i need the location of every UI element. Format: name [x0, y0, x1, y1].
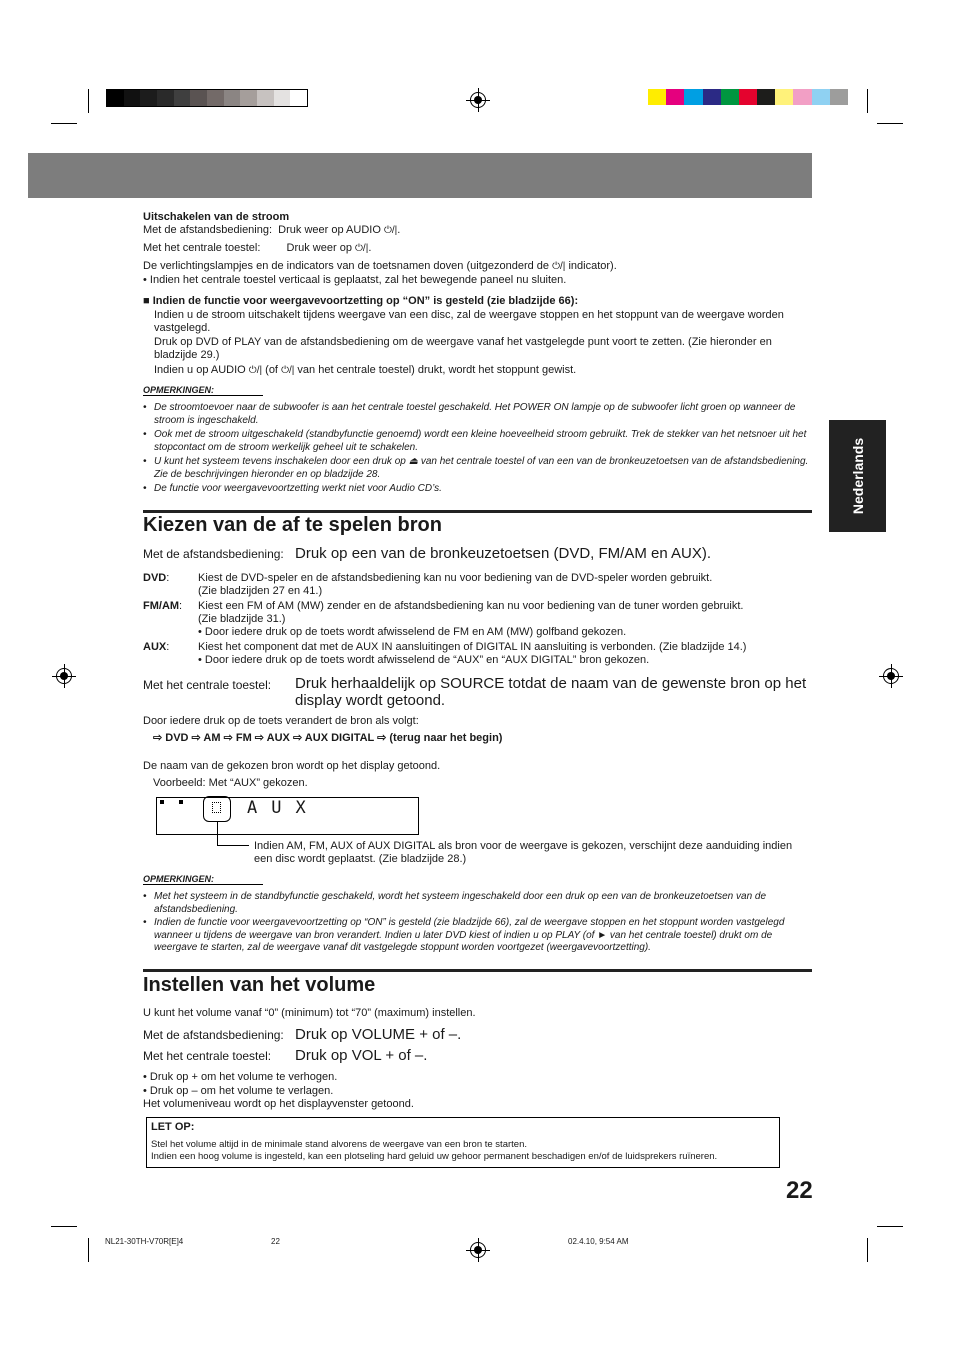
source-items: [143, 572, 813, 667]
source-item-dvd: [143, 572, 813, 600]
lamps-text-a: De verlichtingslampjes en de indicators van de toetsnamen doven (uitgezonderd de: [143, 260, 550, 272]
item-sep: :: [179, 600, 183, 612]
calibration-swatch: [224, 90, 241, 106]
resume-paragraph-1: Indien u de stroom uitschakelt tijdens weergave van een disc, zal de weergave stoppen en het stoppunt van de weergave worden vastgelegd.: [154, 309, 784, 334]
source-unit-label: Met het centrale toestel:: [143, 678, 272, 692]
cycle-sequence: ⇨ DVD ⇨ AM ⇨ FM ⇨ AUX ⇨ AUX DIGITAL ⇨ (terug naar het begin): [153, 732, 503, 744]
volume-display-note: Het volumeniveau wordt op het displayvenster getoond.: [143, 1098, 414, 1110]
calibration-swatch: [775, 89, 793, 105]
item-text: Kiest een FM of AM (MW) zender en de afstandsbediening kan nu voor bediening van de tuner worden gebruikt.: [198, 600, 744, 612]
calibration-swatch: [274, 90, 291, 106]
calibration-swatch: [757, 89, 775, 105]
item-text: Kiest de DVD-speler en de afstandsbediening kan nu voor bediening van de DVD-speler worden gebruikt.: [198, 572, 713, 584]
power-icon: ⏻/|: [552, 261, 566, 272]
note-text: Indien de functie voor weergavevoortzetting op “ON” is gesteld (zie bladzijde 66), zal de weergave stoppen en het stoppunt worden vastgelegd wanneer u tijdens de weergave van bron verandert. Indien u later DVD kiest of indien u op PLAY (of ► van het centrale toestel) drukt om de weergave te starten, zal de weergave vanaf dit vastgelegde stoppunt worden voortgezet (weergavevoortzetting).: [154, 917, 785, 953]
source-item-fmam: [143, 600, 813, 641]
power-unit-row: Met het centrale toestel: Druk weer op ⏻/|.: [143, 242, 372, 254]
calibration-swatch: [124, 90, 141, 106]
power-notes-heading: OPMERKINGEN:: [143, 385, 263, 396]
note-text: U kunt het systeem tevens inschakelen door een druk op ⏏ van het centrale toestel of van een van de bronkeuzetoetsen van de afstandsbediening. Zie de beschrijvingen hieronder en op bladzijde 28.: [154, 456, 809, 480]
volume-remote-label: Met de afstandsbediening:: [143, 1028, 284, 1042]
volume-bullet-down: • Druk op – om het volume te verlagen.: [143, 1085, 334, 1097]
item-bullet: • Door iedere druk op de toets wordt afwisselend de FM en AM (MW) golfband gekozen.: [198, 626, 627, 638]
note-item: • De stroomtoevoer naar de subwoofer is aan het centrale toestel geschakeld. Het POWER ON lampje op de subwoofer licht groen op wanneer de stroom is ingeschakeld.: [143, 402, 815, 427]
calibration-swatch: [140, 90, 157, 106]
calibration-swatch: [648, 89, 666, 105]
volume-remote-action: Druk op VOLUME + of –.: [295, 1026, 462, 1043]
color-calibration-bar: [648, 89, 848, 105]
footer-page: 22: [271, 1237, 280, 1246]
resume-p3-c: van het centrale toestel) drukt, wordt het stoppunt gewist.: [297, 364, 577, 376]
registration-mark-right: [883, 668, 899, 684]
volume-bullet-up: • Druk op + om het volume te verhogen.: [143, 1071, 338, 1083]
power-icon: ⏻/|: [355, 243, 369, 254]
calibration-swatch: [721, 89, 739, 105]
volume-intro: U kunt het volume vanaf “0” (minimum) tot “70” (maximum) instellen.: [143, 1007, 476, 1019]
item-key: FM/AM: [143, 600, 180, 612]
source-remote-label: Met de afstandsbediening:: [143, 547, 284, 561]
calibration-swatch: [207, 90, 224, 106]
power-remote-row: Met de afstandsbediening: Druk weer op AUDIO ⏻/|.: [143, 224, 401, 236]
display-illustration: [156, 797, 419, 835]
item-text: Kiest het component dat met de AUX IN aansluitingen of DIGITAL IN aansluiting is verbonden. (Zie bladzijde 14.): [198, 641, 747, 653]
item-key: DVD: [143, 572, 167, 584]
source-remote-row: [143, 545, 711, 562]
note-text: Ook met de stroom uitgeschakeld (standbyfunctie genoemd) wordt een kleine hoeveelheid stroom gebruikt. Trek de stekker van het netsnoer uit het stopcontact om de stroom werkelijk geheel uit te schakelen.: [154, 429, 807, 453]
footer-timestamp: 02.4.10, 9:54 AM: [568, 1237, 629, 1246]
resume-paragraph-2: Druk op DVD of PLAY van de afstandsbediening om de weergave vanaf het vastgelegde punt voort te zetten. (Zie hieronder en bladzijde 29.): [154, 336, 772, 361]
section-rule: [143, 969, 812, 972]
resume-heading: ■ Indien de functie voor weergavevoortzetting op “ON” is gesteld (zie bladzijde 66):: [143, 295, 579, 307]
calibration-swatch: [830, 89, 848, 105]
note-text: De stroomtoevoer naar de subwoofer is aan het centrale toestel geschakeld. Het POWER ON lampje op de subwoofer licht groen op wanneer de stroom is ingeschakeld.: [154, 402, 796, 426]
calibration-swatch: [290, 90, 307, 106]
item-sub: (Zie bladzijde 31.): [198, 613, 286, 625]
calibration-swatch: [739, 89, 757, 105]
display-char: U: [271, 798, 282, 818]
power-icon: ⏻/|: [281, 365, 295, 376]
item-sep: :: [166, 641, 170, 653]
item-bullet: • Door iedere druk op de toets wordt afwisselend de “AUX” en “AUX DIGITAL” bron gekozen.: [198, 654, 650, 666]
power-remote-label: Met de afstandsbediening:: [143, 224, 273, 236]
power-unit-label: Met het centrale toestel:: [143, 242, 261, 254]
lamps-text-b: indicator).: [568, 260, 617, 272]
calibration-swatch: [703, 89, 721, 105]
source-notes-heading: OPMERKINGEN:: [143, 874, 263, 885]
power-icon: ⏻/|: [383, 225, 398, 236]
caution-box: [146, 1117, 780, 1168]
calibration-swatch: [190, 90, 207, 106]
source-unit-action: Druk herhaaldelijk op SOURCE totdat de naam van de gewenste bron op het display wordt getoond.: [295, 675, 807, 709]
lamps-text: [143, 260, 617, 273]
calibration-swatch: [107, 90, 124, 106]
registration-mark-left: [56, 668, 72, 684]
calibration-swatch: [240, 90, 257, 106]
example-text: Voorbeeld: Met “AUX” gekozen.: [153, 777, 308, 789]
power-title: Uitschakelen van de stroom: [143, 211, 290, 223]
language-tab-label: Nederlands: [849, 437, 866, 515]
source-title: Kiezen van de af te spelen bron: [143, 514, 442, 536]
section-rule: [143, 510, 812, 513]
note-item: • Indien de functie voor weergavevoortzetting op “ON” is gesteld (zie bladzijde 66), zal de weergave stoppen en het stoppunt worden vastgelegd wanneer u tijdens de weergave van bron verandert. Indien u later DVD kiest of indien u op PLAY (of ► van het centrale toestel) drukt om de weergave te starten, zal de weergave vanaf dit vastgelegde stoppunt worden voortgezet (weergavevoortzetting).: [143, 917, 815, 955]
calibration-swatch: [812, 89, 830, 105]
power-icon: ⏻/|: [248, 365, 263, 376]
resume-p3-a: Indien u op AUDIO: [154, 364, 246, 376]
language-tab: [829, 420, 886, 532]
item-sub: (Zie bladzijden 27 en 41.): [198, 585, 323, 597]
item-sep: :: [166, 572, 170, 584]
calibration-swatch: [793, 89, 811, 105]
volume-unit-label: Met het centrale toestel:: [143, 1049, 272, 1063]
cycle-intro: Door iedere druk op de toets verandert de bron als volgt:: [143, 715, 419, 727]
caution-line: Stel het volume altijd in de minimale stand alvorens de weergave van een bron te starten.: [151, 1139, 527, 1150]
callout-line: [217, 821, 218, 845]
power-unit-action: Druk weer op: [286, 242, 352, 254]
caution-title: LET OP:: [151, 1121, 195, 1133]
volume-unit-action: Druk op VOL + of –.: [295, 1047, 428, 1064]
note-item: • Ook met de stroom uitgeschakeld (standbyfunctie genoemd) wordt een kleine hoeveelheid stroom gebruikt. Trek de stekker van het netsnoer uit het stopcontact om de stroom werkelijk geheel uit te schakelen.: [143, 429, 815, 454]
calibration-swatch: [174, 90, 191, 106]
source-notes: [143, 891, 815, 955]
note-item: • Met het systeem in de standbyfunctie geschakeld, wordt het systeem ingeschakeld door een druk op een van de bronkeuzetoetsen van de afstandsbediening.: [143, 891, 815, 916]
note-item: • U kunt het systeem tevens inschakelen door een druk op ⏏ van het centrale toestel of van een van de bronkeuzetoetsen van de afstandsbediening. Zie de beschrijvingen hieronder en op bladzijde 28.: [143, 456, 815, 481]
note-item: • De functie voor weergavevoortzetting werkt niet voor Audio CD’s.: [143, 483, 442, 494]
registration-mark-top: [470, 92, 486, 108]
caution-line: Indien een hoog volume is ingesteld, kan een plotseling hard geluid uw gehoor permanent beschadigen en/of de luidsprekers ruïneren.: [151, 1151, 718, 1162]
display-chars: [247, 798, 306, 818]
volume-unit-row: [143, 1047, 427, 1064]
source-remote-action: Druk op een van de bronkeuzetoetsen (DVD, FM/AM en AUX).: [295, 545, 712, 562]
aux-source-indicator-glyph: [212, 802, 221, 813]
display-char: A: [247, 798, 258, 818]
page-number: 22: [786, 1177, 813, 1204]
display-indicator: [179, 800, 183, 804]
calibration-swatch: [666, 89, 684, 105]
callout-line: [217, 845, 249, 846]
display-indicator: [160, 800, 164, 804]
display-char: X: [295, 798, 306, 818]
resume-p3-b: (of: [265, 364, 278, 376]
display-text: De naam van de gekozen bron wordt op het display getoond.: [143, 760, 441, 772]
source-item-aux: [143, 641, 813, 667]
item-key: AUX: [143, 641, 167, 653]
footer-file: NL21-30TH-V70R[E]4: [105, 1237, 184, 1246]
volume-title: Instellen van het volume: [143, 974, 376, 996]
panel-bullet: • Indien het centrale toestel verticaal is geplaatst, zal het bewegende paneel nu sluiten.: [143, 274, 567, 286]
volume-remote-row: [143, 1026, 461, 1043]
note-text: De functie voor weergavevoortzetting werkt niet voor Audio CD’s.: [154, 483, 442, 494]
header-band: [28, 153, 812, 198]
gray-calibration-bar: [106, 89, 308, 107]
source-unit-row: [143, 675, 815, 709]
resume-paragraph-3: [154, 364, 576, 377]
power-notes: [143, 402, 815, 496]
calibration-swatch: [157, 90, 174, 106]
calibration-swatch: [684, 89, 702, 105]
calibration-swatch: [257, 90, 274, 106]
note-text: Met het systeem in de standbyfunctie geschakeld, wordt het systeem ingeschakeld door een druk op een van de bronkeuzetoetsen van de afstandsbediening.: [154, 891, 767, 915]
registration-mark-bottom: [470, 1242, 486, 1258]
power-remote-action: Druk weer op AUDIO: [278, 224, 381, 236]
callout-text: Indien AM, FM, AUX of AUX DIGITAL als bron voor de weergave is gekozen, verschijnt deze aanduiding indien een disc wordt geplaatst. (Zie bladzijde 28.): [254, 840, 793, 865]
